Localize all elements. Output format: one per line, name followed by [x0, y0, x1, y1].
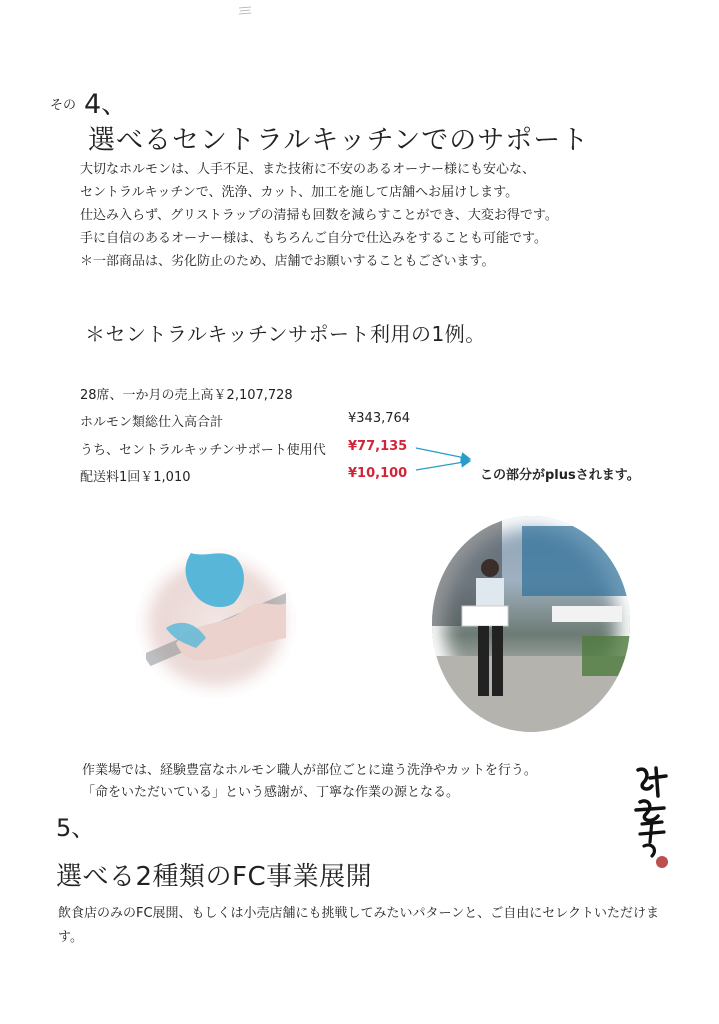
section-prefix: その	[50, 98, 77, 113]
example-row-value: ¥343,764	[348, 411, 411, 426]
arrows-icon	[410, 440, 480, 480]
section4-paragraph-line: ＊一部商品は、劣化防止のため、店舗でお願いすることもございます。	[80, 254, 495, 269]
section-title-5: 選べる2種類のFC事業展開	[56, 862, 373, 892]
example-row-value-highlight: ¥10,100	[348, 466, 408, 481]
scan-mark	[238, 6, 252, 16]
gloved-hands-cutting-photo	[136, 548, 296, 698]
section4-paragraph-line: 手に自信のあるオーナー様は、もちろんご自分で仕込みをすることも可能です。	[80, 231, 547, 246]
plus-note: この部分がplusされます。	[480, 468, 640, 483]
caption-line: 作業場では、経験豊富なホルモン職人が部位ごとに違う洗浄やカットを行う。	[82, 763, 537, 778]
example-row-value-highlight: ¥77,135	[348, 439, 408, 454]
example-row-label: うち、セントラルキッチンサポート使用代	[80, 443, 326, 458]
section4-paragraph-line: セントラルキッチンで、洗浄、カット、加工を施して店舗へお届けします。	[80, 185, 519, 200]
example-title: ＊セントラルキッチンサポート利用の1例。	[85, 322, 486, 346]
section-title-4: 選べるセントラルキッチンでのサポート	[88, 125, 590, 156]
man-carrying-box-photo	[432, 516, 630, 732]
example-row-label: 28席、一か月の売上高￥2,107,728	[80, 388, 293, 403]
section-number-4: 4、	[84, 89, 129, 120]
calligraphy-logo	[628, 762, 676, 872]
example-row-label: ホルモン類総仕入高合計	[80, 415, 224, 430]
section4-paragraph-line: 仕込み入らず、グリストラップの清掃も回数を減らすことができ、大変お得です。	[80, 208, 558, 223]
example-row-label: 配送料1回￥1,010	[80, 470, 191, 485]
section5-paragraph: 飲食店のみのFC展開、もしくは小売店舗にも挑戦してみたいパターンと、ご自由にセレクトいただけます。	[58, 906, 660, 945]
section-number-5: 5、	[56, 814, 96, 842]
section4-paragraph-line: 大切なホルモンは、人手不足、また技術に不安のあるオーナー様にも安心な、	[80, 162, 536, 177]
caption-line: 「命をいただいている」という感謝が、丁寧な作業の源となる。	[82, 785, 460, 800]
